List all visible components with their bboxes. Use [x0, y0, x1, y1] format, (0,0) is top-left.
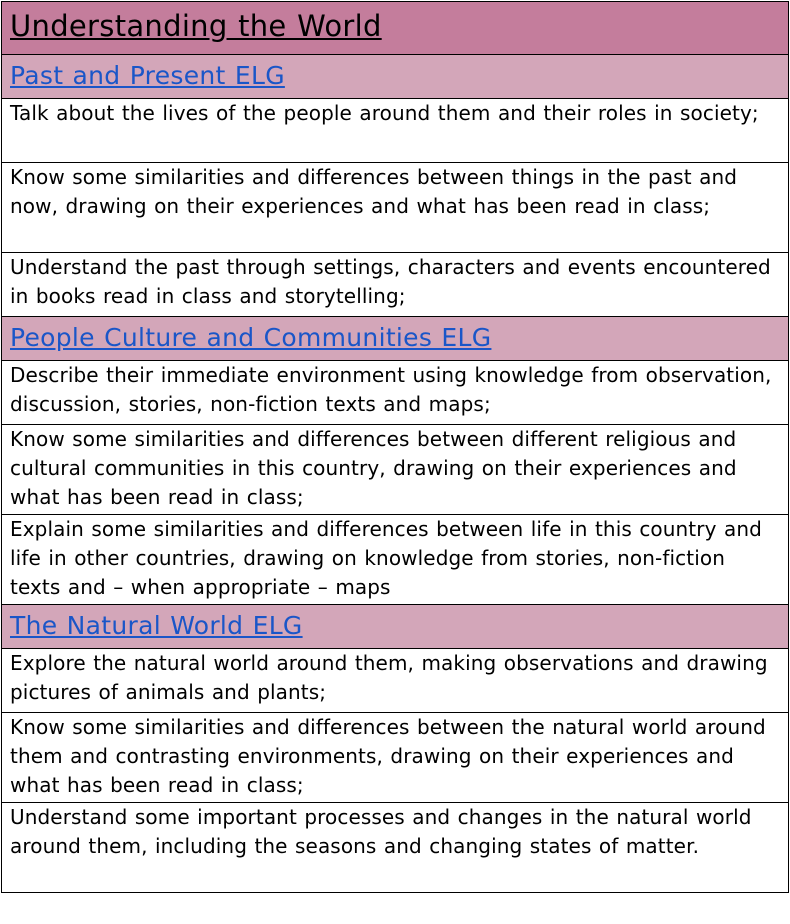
- goal-text: Know some similarities and differences between different religious and cultural communities in this country, drawing on their experiences and what has been read in class;: [2, 425, 789, 515]
- section-link-past-and-present[interactable]: Past and Present ELG: [10, 61, 285, 90]
- section-cell: [2, 317, 789, 361]
- goal-text: Explain some similarities and differences between life in this country and life in other countries, drawing on knowledge from stories, non-fiction texts and – when appropriate – maps: [2, 515, 789, 605]
- section-cell: [2, 55, 789, 99]
- section-link-people-culture-communities[interactable]: People Culture and Communities ELG: [10, 323, 492, 352]
- section-heading-row: [2, 317, 789, 361]
- elg-table: [1, 1, 789, 893]
- list-item: [2, 253, 789, 317]
- list-item: [2, 361, 789, 425]
- list-item: [2, 649, 789, 713]
- goal-text: Know some similarities and differences between things in the past and now, drawing on their experiences and what has been read in class;: [2, 163, 789, 253]
- goal-text: Know some similarities and differences between the natural world around them and contrasting environments, drawing on their experiences and what has been read in class;: [2, 713, 789, 803]
- title-row: [2, 2, 789, 55]
- section-heading-row: [2, 605, 789, 649]
- list-item: [2, 803, 789, 893]
- section-heading-row: [2, 55, 789, 99]
- goal-text: Talk about the lives of the people around them and their roles in society;: [2, 99, 789, 163]
- page-title: Understanding the World: [2, 2, 789, 55]
- list-item: [2, 163, 789, 253]
- goal-text: Understand some important processes and changes in the natural world around them, including the seasons and changing states of matter.: [2, 803, 789, 893]
- goal-text: Describe their immediate environment using knowledge from observation, discussion, stories, non-fiction texts and maps;: [2, 361, 789, 425]
- goal-text: Understand the past through settings, characters and events encountered in books read in class and storytelling;: [2, 253, 789, 317]
- list-item: [2, 425, 789, 515]
- list-item: [2, 515, 789, 605]
- goal-text: Explore the natural world around them, making observations and drawing pictures of animals and plants;: [2, 649, 789, 713]
- list-item: [2, 713, 789, 803]
- section-link-natural-world[interactable]: The Natural World ELG: [10, 611, 303, 640]
- section-cell: [2, 605, 789, 649]
- list-item: [2, 99, 789, 163]
